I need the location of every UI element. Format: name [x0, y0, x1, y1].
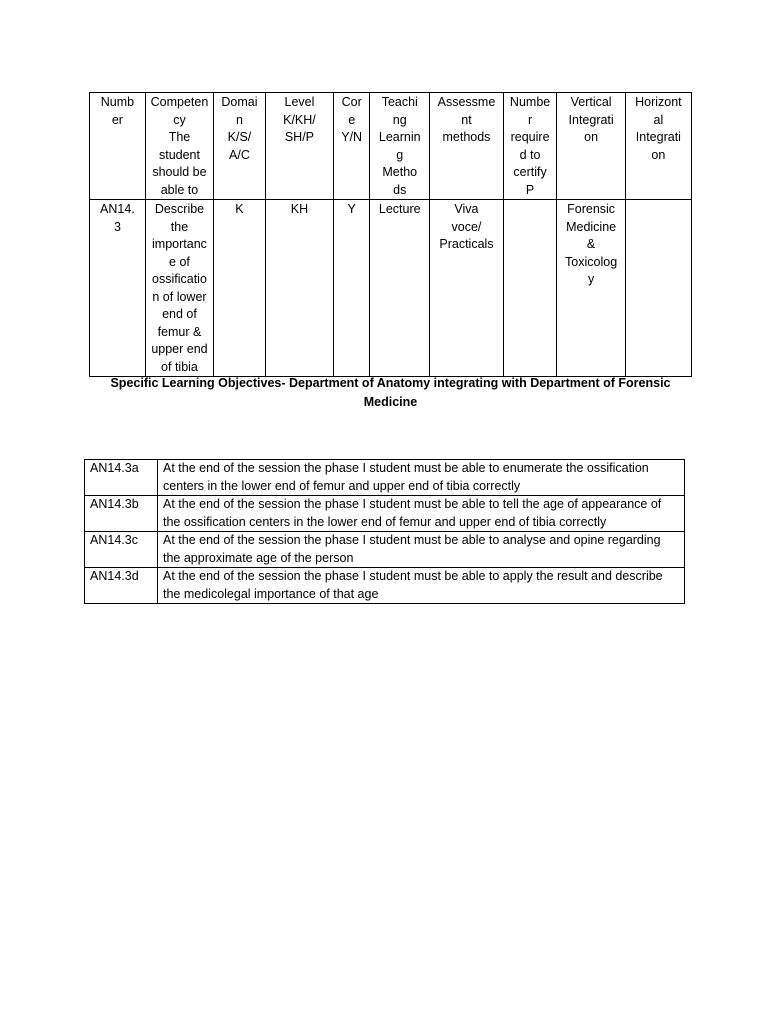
cell-assessment-methods: Viva voce/ Practicals	[430, 200, 503, 377]
section-heading-line-2: Medicine	[363, 395, 418, 409]
cell-level: KH	[265, 200, 333, 377]
cell-teaching-methods: Lecture	[370, 200, 430, 377]
header-teaching-methods: Teachi ng Learnin g Metho ds	[370, 93, 430, 200]
cell-vertical-integration: Forensic Medicine & Toxicolog y	[557, 200, 625, 377]
objective-code: AN14.3c	[85, 532, 158, 568]
objective-row	[85, 532, 685, 568]
section-heading	[89, 374, 692, 412]
header-assessment-methods: Assessme nt methods	[430, 93, 503, 200]
header-core: Cor e Y/N	[334, 93, 370, 200]
header-horizontal-integration: Horizont al Integrati on	[625, 93, 691, 200]
header-domain: Domai n K/S/ A/C	[214, 93, 266, 200]
section-heading-line-1: Specific Learning Objectives- Department of Anatomy integrating with Department of Forensic	[110, 376, 671, 390]
competency-table	[89, 92, 692, 377]
objective-text: At the end of the session the phase I student must be able to analyse and opine regarding the approximate age of the person	[158, 532, 685, 568]
objective-text: At the end of the session the phase I student must be able to tell the age of appearance of the ossification centers in the lower end of femur and upper end of tibia correctly	[158, 496, 685, 532]
objective-text: At the end of the session the phase I student must be able to apply the result and describe the medicolegal importance of that age	[158, 568, 685, 604]
competency-row	[90, 200, 692, 377]
header-number: Numb er	[90, 93, 146, 200]
objective-row	[85, 496, 685, 532]
cell-competency: Describe the importanc e of ossificatio n of lower end of femur & upper end of tibia	[145, 200, 213, 377]
objectives-table	[84, 459, 685, 604]
objective-code: AN14.3a	[85, 460, 158, 496]
cell-domain: K	[214, 200, 266, 377]
header-vertical-integration: Vertical Integrati on	[557, 93, 625, 200]
cell-core: Y	[334, 200, 370, 377]
cell-number-required	[503, 200, 557, 377]
objective-code: AN14.3b	[85, 496, 158, 532]
objective-row	[85, 460, 685, 496]
header-level: Level K/KH/ SH/P	[265, 93, 333, 200]
objective-text: At the end of the session the phase I student must be able to enumerate the ossification centers in the lower end of femur and upper end of tibia correctly	[158, 460, 685, 496]
header-competency: Competen cy The student should be able to	[145, 93, 213, 200]
cell-number: AN14. 3	[90, 200, 146, 377]
objective-code: AN14.3d	[85, 568, 158, 604]
cell-horizontal-integration	[625, 200, 691, 377]
header-number-required: Numbe r require d to certify P	[503, 93, 557, 200]
competency-header-row	[90, 93, 692, 200]
objective-row	[85, 568, 685, 604]
